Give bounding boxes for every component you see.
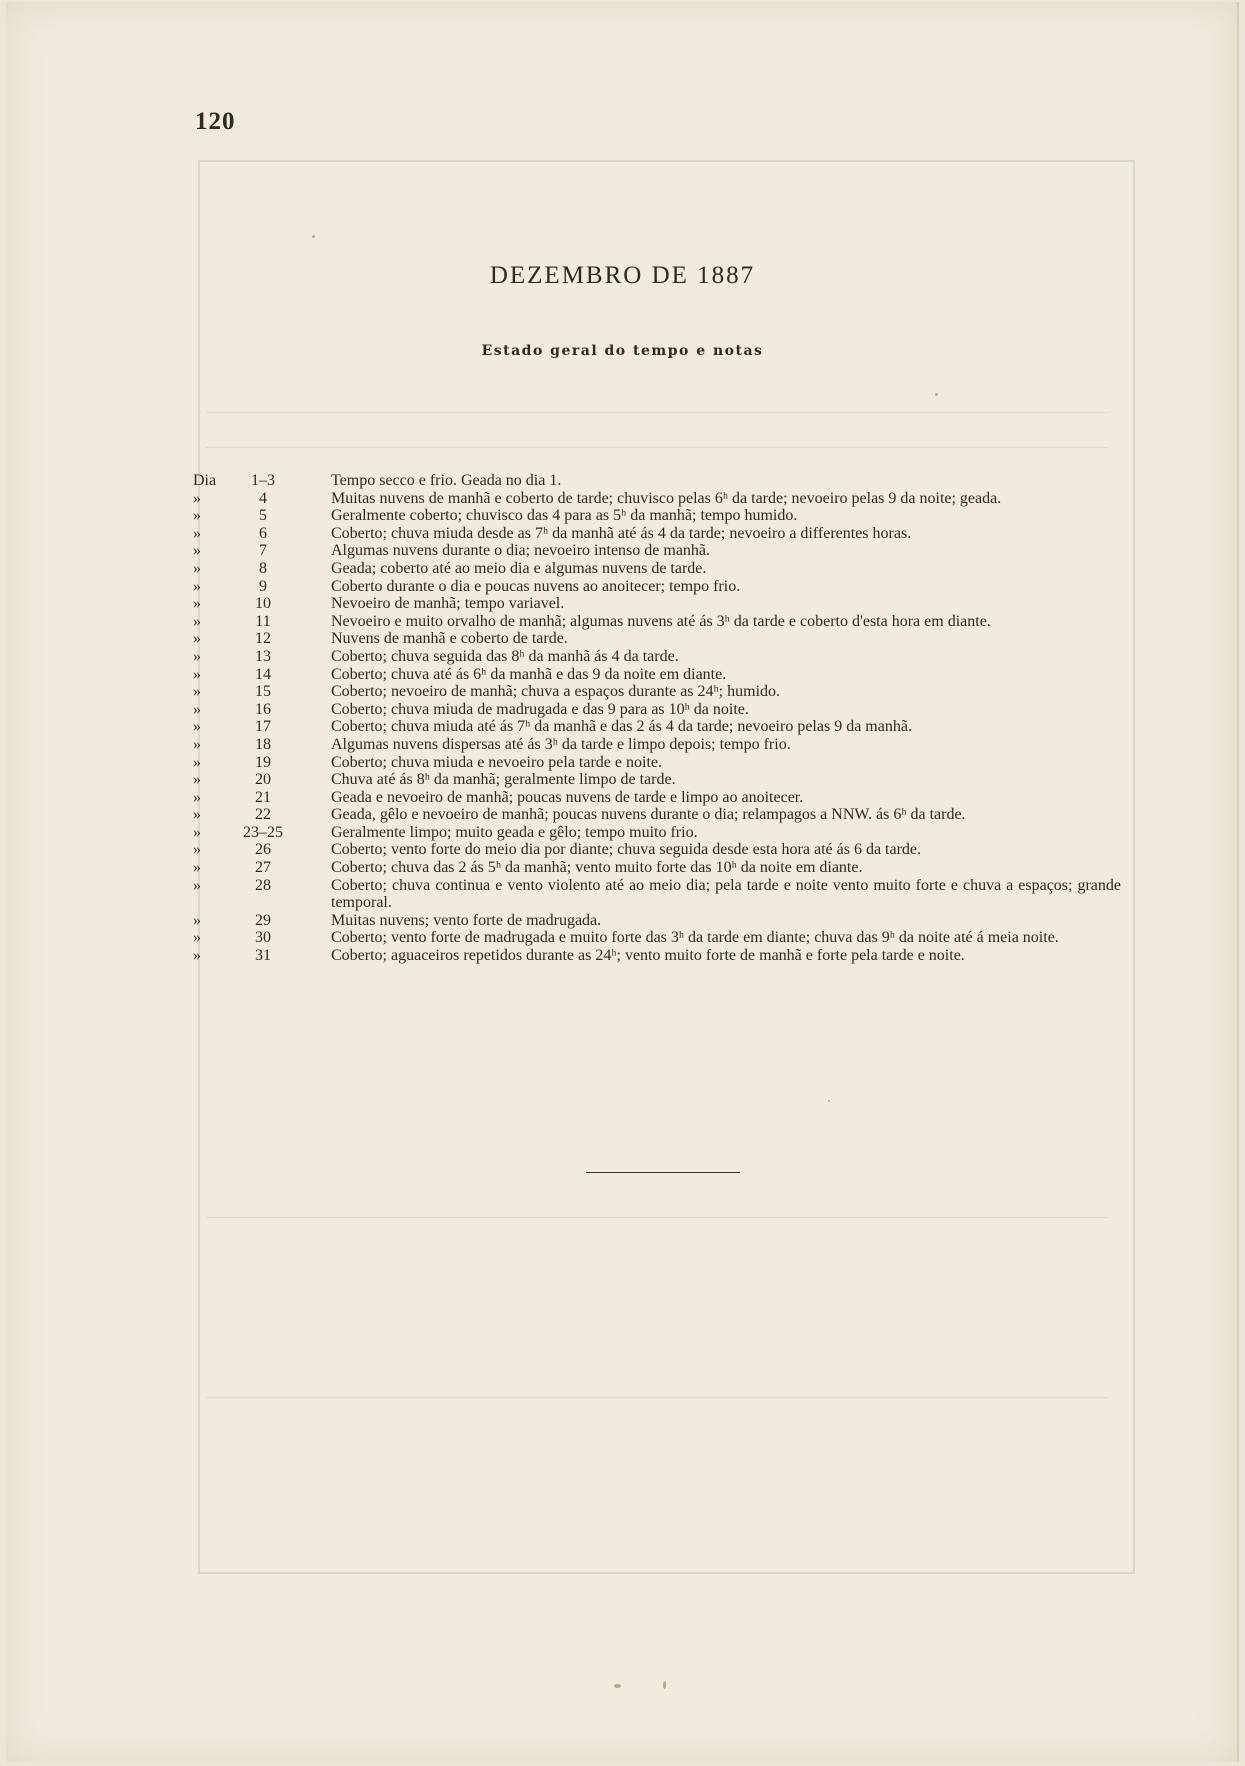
entry-label: » <box>193 735 201 753</box>
entry-day: 23–25 <box>243 823 283 841</box>
list-item <box>193 771 1133 789</box>
entry-day: 19 <box>255 753 271 771</box>
entry-label: » <box>193 665 201 683</box>
list-item <box>193 859 1133 877</box>
entry-text: Algumas nuvens durante o dia; nevoeiro intenso de manhã. <box>331 542 711 560</box>
entry-day: 10 <box>255 595 271 613</box>
list-item <box>193 490 1133 508</box>
list-item <box>193 947 1133 965</box>
list-item <box>193 595 1133 613</box>
entry-day: 28 <box>255 876 271 894</box>
paper-speck <box>935 393 938 396</box>
page-number: 120 <box>195 108 236 135</box>
entry-text: Nuvens de manhã e coberto de tarde. <box>331 630 568 648</box>
entry-label: » <box>193 859 201 877</box>
entry-label: » <box>193 542 201 560</box>
entry-label: » <box>193 788 201 806</box>
entry-label: » <box>193 876 201 894</box>
list-item <box>193 718 1133 736</box>
entry-text: Coberto; nevoeiro de manhã; chuva a espaços durante as 24ʰ; humido. <box>331 683 781 701</box>
list-item <box>193 578 1133 596</box>
entry-text: Coberto; chuva continua e vento violento até ao meio dia; pela tarde e noite vento muito forte e chuva a espaços; grande temporal. <box>331 876 1121 912</box>
list-item <box>193 542 1133 560</box>
entry-text: Geralmente limpo; muito geada e gêlo; tempo muito frio. <box>331 823 698 841</box>
entry-label: » <box>193 823 201 841</box>
list-item <box>193 613 1133 631</box>
entry-day: 20 <box>255 771 271 789</box>
entry-day: 14 <box>255 665 271 683</box>
list-item <box>193 630 1133 648</box>
list-item <box>193 525 1133 543</box>
entry-text: Coberto; vento forte do meio dia por diante; chuva seguida desde esta hora até ás 6 da tarde. <box>331 841 922 859</box>
show-through-line <box>206 1217 1109 1218</box>
list-item <box>193 648 1133 666</box>
page-subtitle: Estado geral do tempo e notas <box>481 343 764 359</box>
entry-text: Coberto durante o dia e poucas nuvens ao anoitecer; tempo frio. <box>331 577 741 595</box>
entry-label: » <box>193 524 201 542</box>
entry-text: Nevoeiro de manhã; tempo variavel. <box>331 595 565 613</box>
list-item <box>193 877 1133 912</box>
entry-label: » <box>193 806 201 824</box>
list-item <box>193 929 1133 947</box>
entry-label: » <box>193 489 201 507</box>
entry-day: 22 <box>255 806 271 824</box>
entry-day: 11 <box>255 612 271 630</box>
show-through-line <box>206 447 1109 448</box>
entry-day: 31 <box>255 947 271 965</box>
entry-text: Geada e nevoeiro de manhã; poucas nuvens de tarde e limpo ao anoitecer. <box>331 788 804 806</box>
entry-label: » <box>193 771 201 789</box>
entry-label: » <box>193 947 201 965</box>
entry-text: Coberto; chuva miuda de madrugada e das 9 para as 10ʰ da noite. <box>331 700 749 718</box>
entry-day: 7 <box>259 542 267 560</box>
entry-day: 16 <box>255 700 271 718</box>
entry-label: » <box>193 630 201 648</box>
paper-speck <box>663 1681 666 1689</box>
show-through-line <box>206 1397 1109 1398</box>
entry-text: Tempo secco e frio. Geada no dia 1. <box>331 472 562 489</box>
list-item <box>193 472 1133 490</box>
entry-label: Dia <box>193 472 217 489</box>
entry-text: Coberto; chuva até ás 6ʰ da manhã e das 9 da noite em diante. <box>331 665 727 683</box>
entry-text: Coberto; vento forte de madrugada e muito forte das 3ʰ da tarde em diante; chuva das 9ʰ da noite até á meia noite. <box>331 929 1059 947</box>
entry-text: Coberto; chuva das 2 ás 5ʰ da manhã; vento muito forte das 10ʰ da noite em diante. <box>331 859 863 877</box>
paper-speck <box>828 1100 830 1102</box>
entry-day: 5 <box>259 507 267 525</box>
entry-text: Algumas nuvens dispersas até ás 3ʰ da tarde e limpo depois; tempo frio. <box>331 735 791 753</box>
list-item <box>193 824 1133 842</box>
entry-day: 17 <box>255 718 271 736</box>
entry-day: 15 <box>255 683 271 701</box>
entry-label: » <box>193 559 201 577</box>
list-item <box>193 736 1133 754</box>
entry-label: » <box>193 577 201 595</box>
entry-day: 8 <box>259 559 267 577</box>
list-item <box>193 560 1133 578</box>
entry-text: Coberto; chuva miuda desde as 7ʰ da manhã até ás 4 da tarde; nevoeiro a differentes horas. <box>331 524 912 542</box>
list-item <box>193 841 1133 859</box>
entry-label: » <box>193 753 201 771</box>
entry-day: 30 <box>255 929 271 947</box>
entry-day: 12 <box>255 630 271 648</box>
entry-text: Coberto; chuva miuda até ás 7ʰ da manhã e das 2 ás 4 da tarde; nevoeiro pelas 9 da manhã. <box>331 718 912 736</box>
entry-day: 4 <box>259 489 267 507</box>
entry-text: Coberto; chuva miuda e nevoeiro pela tarde e noite. <box>331 753 662 771</box>
closing-rule <box>586 1172 740 1173</box>
entry-day: 13 <box>255 647 271 665</box>
entry-label: » <box>193 929 201 947</box>
list-item <box>193 912 1133 930</box>
entry-label: » <box>193 683 201 701</box>
entry-label: » <box>193 612 201 630</box>
weather-notes-list <box>193 472 1133 965</box>
list-item <box>193 754 1133 772</box>
entry-text: Muitas nuvens; vento forte de madrugada. <box>331 911 602 929</box>
entry-day: 6 <box>259 524 267 542</box>
entry-label: » <box>193 841 201 859</box>
show-through-line <box>206 412 1109 413</box>
entry-text: Coberto; chuva seguida das 8ʰ da manhã ás 4 da tarde. <box>331 647 679 665</box>
entry-text: Geada; coberto até ao meio dia e algumas nuvens de tarde. <box>331 559 707 577</box>
entry-label: » <box>193 507 201 525</box>
page-title: DEZEMBRO DE 1887 <box>489 262 756 289</box>
entry-day: 1–3 <box>251 472 275 489</box>
list-item <box>193 806 1133 824</box>
list-item <box>193 507 1133 525</box>
entry-label: » <box>193 647 201 665</box>
entry-label: » <box>193 595 201 613</box>
paper-speck <box>614 1684 621 1688</box>
entry-day: 26 <box>255 841 271 859</box>
entry-text: Geada, gêlo e nevoeiro de manhã; poucas nuvens durante o dia; relampagos a NNW. ás 6ʰ da tarde. <box>331 806 966 824</box>
entry-day: 9 <box>259 577 267 595</box>
entry-label: » <box>193 700 201 718</box>
entry-label: » <box>193 911 201 929</box>
list-item <box>193 666 1133 684</box>
entry-day: 18 <box>255 735 271 753</box>
entry-day: 29 <box>255 911 271 929</box>
paper-speck <box>312 235 315 238</box>
entry-day: 21 <box>255 788 271 806</box>
entry-day: 27 <box>255 859 271 877</box>
entry-text: Nevoeiro e muito orvalho de manhã; algumas nuvens até ás 3ʰ da tarde e coberto d'esta hora em diante. <box>331 612 991 630</box>
list-item <box>193 789 1133 807</box>
list-item <box>193 683 1133 701</box>
list-item <box>193 701 1133 719</box>
entry-label: » <box>193 718 201 736</box>
entry-text: Chuva até ás 8ʰ da manhã; geralmente limpo de tarde. <box>331 771 676 789</box>
entry-text: Geralmente coberto; chuvisco das 4 para as 5ʰ da manhã; tempo humido. <box>331 507 798 525</box>
entry-text: Coberto; aguaceiros repetidos durante as 24ʰ; vento muito forte de manhã e forte pela tarde e noite. <box>331 947 965 965</box>
entry-text: Muitas nuvens de manhã e coberto de tarde; chuvisco pelas 6ʰ da tarde; nevoeiro pelas 9 da noite; geada. <box>331 489 1002 507</box>
